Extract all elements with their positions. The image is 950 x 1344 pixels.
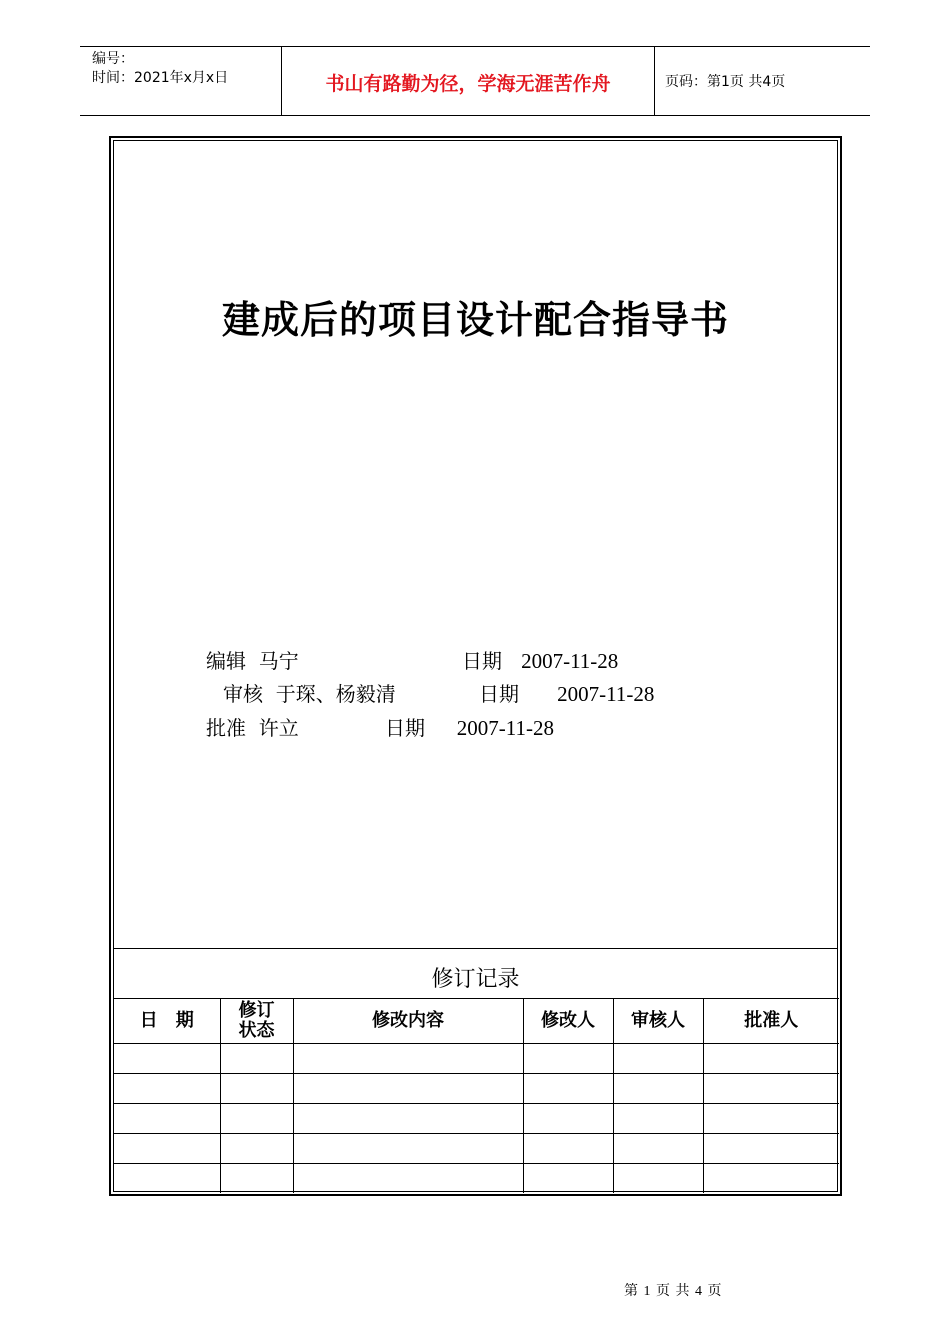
header-page-cell [655, 47, 870, 115]
editor-date-label: 日期 [462, 649, 502, 673]
table-cell[interactable] [114, 1074, 220, 1104]
revision-title: 修订记录 [431, 967, 520, 992]
header-meta-cell [80, 47, 282, 115]
table-cell[interactable] [523, 1074, 613, 1104]
page-header [80, 46, 870, 116]
table-cell[interactable] [293, 1134, 523, 1164]
col-modifier: 修改人 [523, 999, 613, 1044]
approver-name: 许立 [258, 716, 299, 740]
table-cell[interactable] [220, 1104, 293, 1134]
table-row [114, 1134, 839, 1164]
table-cell[interactable] [293, 1104, 523, 1134]
table-cell[interactable] [114, 1164, 220, 1194]
col-change-content: 修改内容 [293, 999, 523, 1044]
table-cell[interactable] [293, 1164, 523, 1194]
approver-date-label: 日期 [385, 716, 425, 740]
table-cell[interactable] [613, 1104, 703, 1134]
col-approver: 批准人 [703, 999, 839, 1044]
motto-text: 书山有路勤为径，学海无涯苦作舟 [325, 73, 611, 95]
editor-date-value: 2007-11-28 [521, 649, 619, 673]
approver-date [385, 716, 554, 740]
reviewer-date [479, 682, 654, 706]
table-cell[interactable] [114, 1104, 220, 1134]
table-cell[interactable] [613, 1074, 703, 1104]
table-cell[interactable] [220, 1134, 293, 1164]
col-revision-status: 修订 状态 [220, 999, 293, 1044]
editor-signature [206, 649, 299, 673]
reviewer-name: 于琛、杨毅清 [275, 682, 396, 706]
reviewer-signature [223, 682, 396, 706]
table-cell[interactable] [523, 1134, 613, 1164]
table-row [114, 1164, 839, 1194]
table-cell[interactable] [703, 1134, 839, 1164]
reviewer-date-label: 日期 [479, 682, 519, 706]
table-cell[interactable] [703, 1044, 839, 1074]
table-cell[interactable] [523, 1104, 613, 1134]
table-cell[interactable] [293, 1074, 523, 1104]
time-label: 时间：2021年x月x日 [92, 70, 229, 86]
header-motto-cell [282, 47, 655, 115]
table-cell[interactable] [220, 1044, 293, 1074]
reviewer-date-value: 2007-11-28 [557, 682, 655, 706]
header-page-info: 页码：第1页 共4页 [665, 74, 786, 90]
table-cell[interactable] [293, 1044, 523, 1074]
table-cell[interactable] [523, 1164, 613, 1194]
approver-date-value: 2007-11-28 [456, 716, 555, 740]
revision-table [114, 998, 839, 1193]
table-cell[interactable] [220, 1164, 293, 1194]
table-cell[interactable] [220, 1074, 293, 1104]
table-cell[interactable] [114, 1134, 220, 1164]
table-cell[interactable] [613, 1044, 703, 1074]
editor-date [462, 649, 618, 673]
table-cell[interactable] [613, 1164, 703, 1194]
doc-number-label: 编号： [92, 51, 134, 67]
table-cell[interactable] [703, 1164, 839, 1194]
table-cell[interactable] [703, 1074, 839, 1104]
table-row [114, 1104, 839, 1134]
col-date: 日 期 [114, 999, 220, 1044]
cover-frame-inner [113, 140, 838, 1192]
table-cell[interactable] [613, 1134, 703, 1164]
table-cell[interactable] [703, 1104, 839, 1134]
table-cell[interactable] [114, 1044, 220, 1074]
revision-divider [114, 948, 837, 949]
table-row [114, 1044, 839, 1074]
table-cell[interactable] [523, 1044, 613, 1074]
revision-header-row [114, 999, 839, 1044]
document-title: 建成后的项目设计配合指导书 [221, 298, 729, 342]
cover-frame [109, 136, 842, 1196]
editor-role: 编辑 [206, 649, 246, 673]
editor-name: 马宁 [258, 649, 299, 673]
approver-signature [206, 716, 299, 740]
col-reviewer: 审核人 [613, 999, 703, 1044]
table-row [114, 1074, 839, 1104]
revision-body [114, 1044, 839, 1194]
page-footer: 第 1 页 共 4 页 [624, 1284, 723, 1299]
reviewer-role: 审核 [223, 682, 263, 706]
approver-role: 批准 [206, 716, 246, 740]
